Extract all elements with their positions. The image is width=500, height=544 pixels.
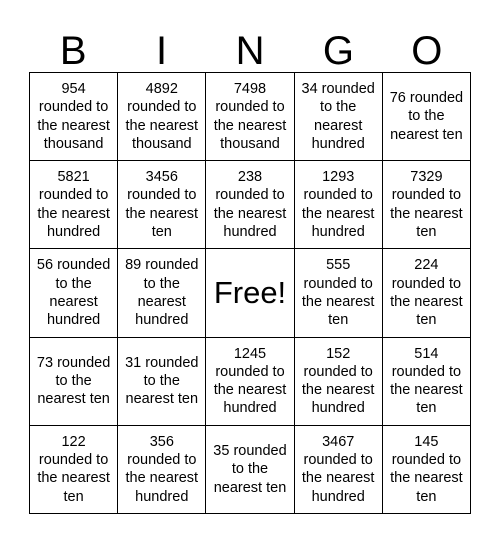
free-space-cell[interactable]: Free! (206, 249, 294, 337)
header-letter-o: O (411, 29, 443, 73)
bingo-cell[interactable]: 76 rounded to the nearest ten (383, 73, 471, 161)
bingo-cell[interactable]: 56 rounded to the nearest hundred (30, 249, 118, 337)
bingo-cell[interactable]: 152 rounded to the nearest hundred (295, 338, 383, 426)
bingo-cell[interactable]: 1293 rounded to the nearest hundred (295, 161, 383, 249)
bingo-cell[interactable]: 356 rounded to the nearest hundred (118, 426, 206, 514)
bingo-cell[interactable]: 224 rounded to the nearest ten (383, 249, 471, 337)
bingo-cell[interactable]: 3467 rounded to the nearest hundred (295, 426, 383, 514)
bingo-cell[interactable]: 238 rounded to the nearest hundred (206, 161, 294, 249)
header-letter-n: N (235, 29, 265, 73)
bingo-cell[interactable]: 4892 rounded to the nearest thousand (118, 73, 206, 161)
bingo-cell[interactable]: 555 rounded to the nearest ten (295, 249, 383, 337)
bingo-cell[interactable]: 145 rounded to the nearest ten (383, 426, 471, 514)
bingo-cell[interactable]: 34 rounded to the nearest hundred (295, 73, 383, 161)
bingo-cell[interactable]: 122 rounded to the nearest ten (30, 426, 118, 514)
header-letter-b: B (59, 29, 87, 73)
header-letter-g: G (322, 29, 354, 73)
bingo-cell[interactable]: 3456 rounded to the nearest ten (118, 161, 206, 249)
bingo-cell[interactable]: 73 rounded to the nearest ten (30, 338, 118, 426)
bingo-cell[interactable]: 514 rounded to the nearest ten (383, 338, 471, 426)
bingo-header (29, 26, 471, 76)
bingo-cell[interactable]: 1245 rounded to the nearest hundred (206, 338, 294, 426)
bingo-cell[interactable]: 954 rounded to the nearest thousand (30, 73, 118, 161)
bingo-card (29, 72, 471, 514)
bingo-cell[interactable]: 35 rounded to the nearest ten (206, 426, 294, 514)
bingo-cell[interactable]: 31 rounded to the nearest ten (118, 338, 206, 426)
header-letter-i: I (156, 29, 168, 73)
bingo-cell[interactable]: 89 rounded to the nearest hundred (118, 249, 206, 337)
bingo-cell[interactable]: 5821 rounded to the nearest hundred (30, 161, 118, 249)
bingo-cell[interactable]: 7329 rounded to the nearest ten (383, 161, 471, 249)
bingo-cell[interactable]: 7498 rounded to the nearest thousand (206, 73, 294, 161)
